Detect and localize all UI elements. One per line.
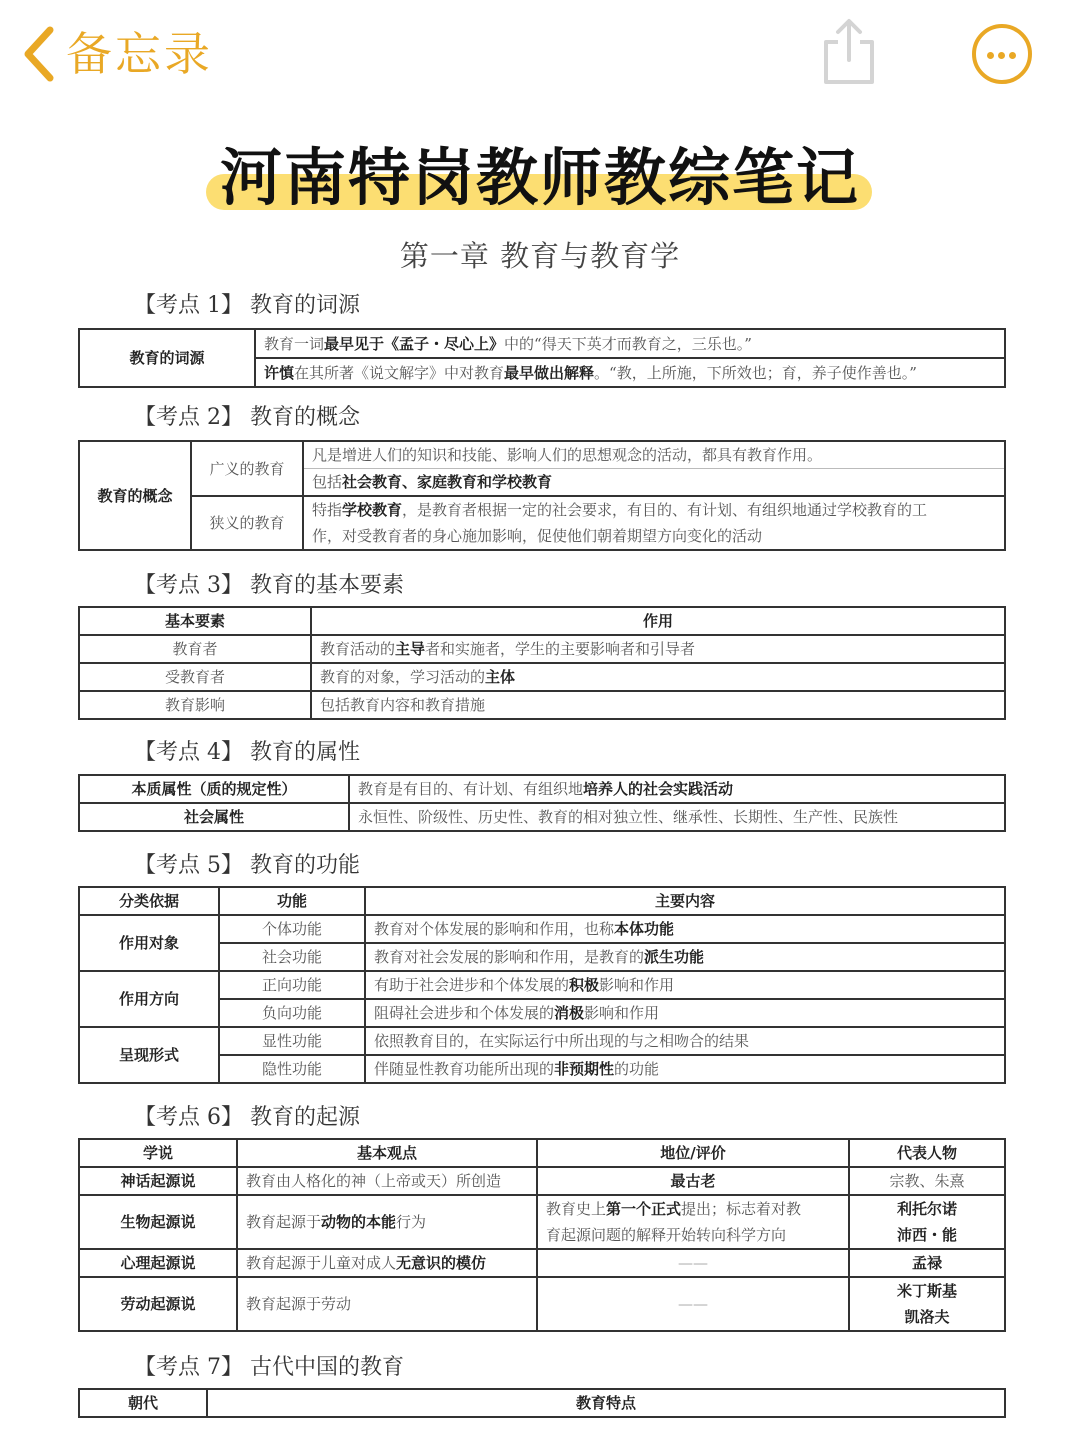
- kp3-r2-value: 教育的对象，学习活动的主体: [311, 663, 1005, 691]
- chevron-left-icon: [22, 24, 56, 84]
- kp6-r3-people: 孟禄: [849, 1249, 1005, 1277]
- kp2-table: [78, 440, 1006, 551]
- kp5-r6-func: 隐性功能: [219, 1055, 365, 1083]
- kp4-r2-value: 永恒性、阶级性、历史性、教育的相对独立性、继承性、长期性、生产性、民族性: [349, 803, 1005, 831]
- more-button[interactable]: [972, 24, 1032, 84]
- kp1-heading: 【考点 1】 教育的词源: [134, 293, 360, 318]
- kp2-heading: 【考点 2】 教育的概念: [134, 405, 360, 430]
- kp4-table: [78, 774, 1006, 832]
- table-row: [79, 1249, 1005, 1277]
- kp5-r1-func: 个体功能: [219, 915, 365, 943]
- kp2-broad-line2: 包括社会教育、家庭教育和学校教育: [303, 469, 1005, 497]
- table-row: [79, 1277, 1005, 1331]
- kp6-r2-status: 教育史上第一个正式提出；标志着对教 育起源问题的解释开始转向科学方向: [537, 1195, 849, 1249]
- table-row: [79, 1027, 1005, 1055]
- table-row: [79, 1167, 1005, 1195]
- table-row: [79, 607, 1005, 635]
- share-button[interactable]: [818, 16, 880, 92]
- kp4-r1-key: 本质属性（质的规定性）: [79, 775, 349, 803]
- kp6-r2-people: 利托尔诺 沛西・能: [849, 1195, 1005, 1249]
- table-row: [79, 663, 1005, 691]
- kp2-narrow-line1: 特指学校教育，是教育者根据一定的社会要求，有目的、有计划、有组织地通过学校教育的工: [303, 496, 1005, 523]
- kp6-header-status: 地位/评价: [537, 1139, 849, 1167]
- table-row: [79, 691, 1005, 719]
- kp5-r3-func: 正向功能: [219, 971, 365, 999]
- kp3-r1-value: 教育活动的主导者和实施者，学生的主要影响者和引导者: [311, 635, 1005, 663]
- kp3-table: [78, 606, 1006, 720]
- document-title: [0, 128, 1080, 217]
- table-row: [79, 887, 1005, 915]
- kp1-table: [78, 328, 1006, 388]
- kp6-r1-people: 宗教、朱熹: [849, 1167, 1005, 1195]
- kp1-row1: 教育一词最早见于《孟子・尽心上》中的“得天下英才而教育之，三乐也。”: [255, 329, 1005, 358]
- table-row: [79, 441, 1005, 469]
- kp5-group1: 作用对象: [79, 915, 219, 971]
- kp6-r1-key: 神话起源说: [79, 1167, 237, 1195]
- kp6-header-theory: 学说: [79, 1139, 237, 1167]
- kp5-r2-value: 教育对社会发展的影响和作用，是教育的派生功能: [365, 943, 1005, 971]
- table-row: [79, 496, 1005, 523]
- kp5-r1-value: 教育对个体发展的影响和作用，也称本体功能: [365, 915, 1005, 943]
- kp6-r2-view: 教育起源于动物的本能行为: [237, 1195, 537, 1249]
- share-icon: [818, 16, 880, 88]
- kp2-broad-label: 广义的教育: [191, 441, 303, 496]
- back-label: 备忘录: [66, 27, 213, 81]
- back-button[interactable]: [22, 24, 213, 84]
- table-row: [79, 803, 1005, 831]
- kp7-header-features: 教育特点: [207, 1389, 1005, 1417]
- table-row: [79, 1195, 1005, 1249]
- table-row: [79, 329, 1005, 358]
- kp6-r4-view: 教育起源于劳动: [237, 1277, 537, 1331]
- kp2-label: 教育的概念: [79, 441, 191, 550]
- kp5-r4-value: 阻碍社会进步和个体发展的消极影响和作用: [365, 999, 1005, 1027]
- kp3-r3-value: 包括教育内容和教育措施: [311, 691, 1005, 719]
- top-nav-bar: [0, 0, 1080, 110]
- kp4-heading: 【考点 4】 教育的属性: [134, 740, 360, 765]
- kp3-r2-key: 受教育者: [79, 663, 311, 691]
- kp6-r3-status: ——: [537, 1249, 849, 1277]
- kp5-header-content: 主要内容: [365, 887, 1005, 915]
- kp1-row2: 许慎在其所著《说文解字》中对教育最早做出解释。“教，上所施，下所效也；育，养子使作善也。”: [255, 358, 1005, 387]
- kp6-r1-view: 教育由人格化的神（上帝或天）所创造: [237, 1167, 537, 1195]
- kp4-r1-value: 教育是有目的、有计划、有组织地培养人的社会实践活动: [349, 775, 1005, 803]
- kp6-r4-status: ——: [537, 1277, 849, 1331]
- kp6-header-view: 基本观点: [237, 1139, 537, 1167]
- table-row: [79, 915, 1005, 943]
- kp5-group3: 呈现形式: [79, 1027, 219, 1083]
- kp5-r2-func: 社会功能: [219, 943, 365, 971]
- kp5-r5-value: 依照教育目的，在实际运行中所出现的与之相吻合的结果: [365, 1027, 1005, 1055]
- kp6-r3-key: 心理起源说: [79, 1249, 237, 1277]
- kp6-r1-status: 最古老: [537, 1167, 849, 1195]
- kp5-heading: 【考点 5】 教育的功能: [134, 853, 360, 878]
- kp6-r2-key: 生物起源说: [79, 1195, 237, 1249]
- table-row: [79, 775, 1005, 803]
- kp5-table: [78, 886, 1006, 1084]
- kp7-heading: 【考点 7】 古代中国的教育: [134, 1355, 404, 1380]
- kp5-group2: 作用方向: [79, 971, 219, 1027]
- kp4-r2-key: 社会属性: [79, 803, 349, 831]
- kp7-header-dynasty: 朝代: [79, 1389, 207, 1417]
- kp6-r4-key: 劳动起源说: [79, 1277, 237, 1331]
- kp1-label: 教育的词源: [79, 329, 255, 387]
- document-title-text: 河南特岗教师教综笔记: [219, 141, 860, 214]
- kp6-heading: 【考点 6】 教育的起源: [134, 1105, 360, 1130]
- kp6-r3-view: 教育起源于儿童对成人无意识的模仿: [237, 1249, 537, 1277]
- kp5-r3-value: 有助于社会进步和个体发展的积极影响和作用: [365, 971, 1005, 999]
- chapter-heading: 第一章 教育与教育学: [399, 239, 681, 273]
- kp6-header-people: 代表人物: [849, 1139, 1005, 1167]
- kp5-r6-value: 伴随显性教育功能所出现的非预期性的功能: [365, 1055, 1005, 1083]
- kp3-header-element: 基本要素: [79, 607, 311, 635]
- kp2-narrow-line2: 作，对受教育者的身心施加影响，促使他们朝着期望方向变化的活动: [303, 523, 1005, 550]
- kp6-table: [78, 1138, 1006, 1332]
- kp2-broad-line1: 凡是增进人们的知识和技能、影响人们的思想观念的活动，都具有教育作用。: [303, 441, 1005, 469]
- kp5-header-basis: 分类依据: [79, 887, 219, 915]
- kp3-r3-key: 教育影响: [79, 691, 311, 719]
- kp2-narrow-label: 狭义的教育: [191, 496, 303, 550]
- kp5-header-function: 功能: [219, 887, 365, 915]
- kp3-heading: 【考点 3】 教育的基本要素: [134, 573, 404, 598]
- kp5-r4-func: 负向功能: [219, 999, 365, 1027]
- table-row: [79, 1139, 1005, 1167]
- table-row: [79, 635, 1005, 663]
- table-row: [79, 971, 1005, 999]
- table-row: [79, 1389, 1005, 1417]
- kp6-r4-people: 米丁斯基 凯洛夫: [849, 1277, 1005, 1331]
- kp7-table: [78, 1388, 1006, 1418]
- kp3-header-role: 作用: [311, 607, 1005, 635]
- kp5-r5-func: 显性功能: [219, 1027, 365, 1055]
- kp3-r1-key: 教育者: [79, 635, 311, 663]
